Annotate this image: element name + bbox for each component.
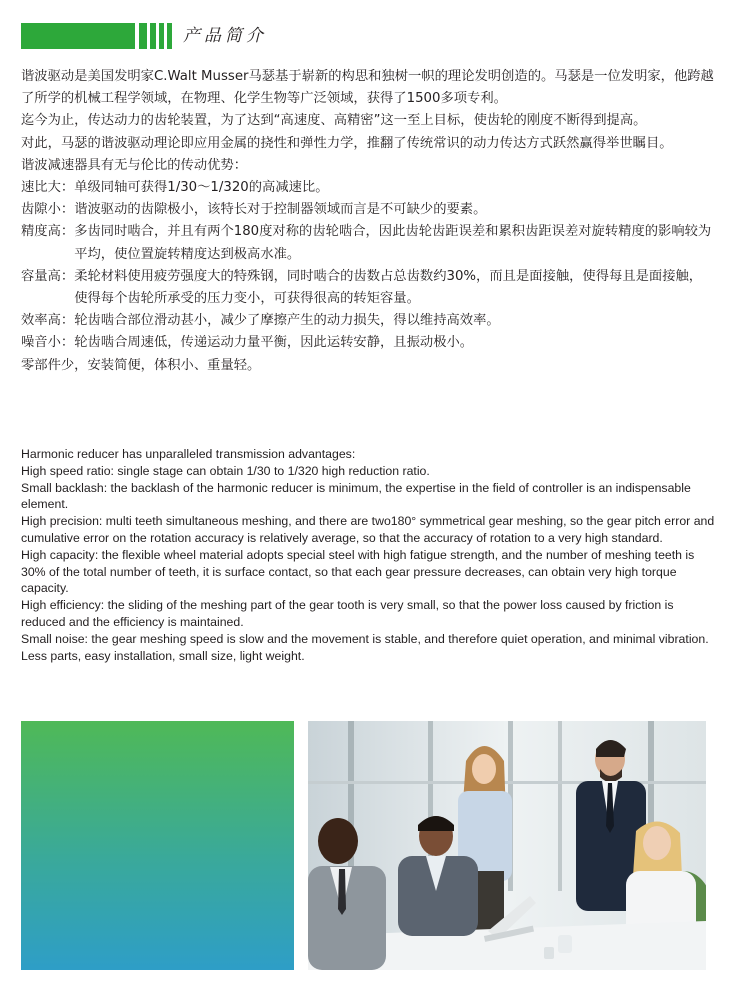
cn-closing: 零部件少，安装简便，体积小、重量轻。	[21, 357, 261, 373]
advantage-desc: 单级同轴可获得1/30～1/320的高减速比。	[74, 180, 329, 196]
advantage-term: 齿隙小：	[21, 202, 75, 218]
chinese-intro	[21, 66, 715, 377]
en-line: High precision: multi teeth simultaneous meshing, and there are two180° symmetrical gear meshing, so the gear pitch error and cumulative error on the rotation accuracy is relatively average, so that the accuracy of rotation to a very high standard.	[21, 514, 715, 545]
advantage-desc: 谐波驱动的齿隙极小，该特长对于控制器领域而言是不可缺少的要素。	[74, 202, 487, 218]
en-line: Less parts, easy installation, small size, light weight.	[21, 648, 305, 663]
advantage-item	[21, 177, 715, 199]
advantage-desc: 轮齿啮合周速低，传递运动力量平衡，因此运转安静，且振动极小。	[74, 335, 474, 351]
header-bar-stripe	[167, 23, 172, 49]
gradient-panel	[21, 721, 294, 970]
en-line: Small noise: the gear meshing speed is slow and the movement is stable, and therefore quiet operation, and minimal vibration.	[21, 631, 709, 646]
header-bar-stripe	[159, 23, 164, 49]
advantage-item	[21, 266, 715, 310]
en-line: High efficiency: the sliding of the meshing part of the gear tooth is very small, so that the power loss caused by friction is reduced and the efficiency is maintained.	[21, 598, 674, 629]
advantage-desc: 轮齿啮合部位滑动甚小，减少了摩擦产生的动力损失，得以维持高效率。	[74, 313, 500, 329]
advantage-term: 噪音小：	[21, 335, 75, 351]
advantage-item	[21, 221, 715, 265]
advantage-term: 速比大：	[21, 180, 75, 196]
cn-paragraph: 谐波减速器具有无与伦比的传动优势：	[21, 157, 248, 173]
cn-paragraph: 迄今为止，传达动力的齿轮装置，为了达到“高速度、高精密”这一至上目标，使齿轮的刚度不断得到提高。	[21, 113, 647, 129]
advantage-desc: 柔轮材料使用疲劳强度大的特殊钢，同时啮合的齿数占总齿数约30%，而且是面接触，使得每且是面接触，使得每个齿轮所承受的压力变小，可获得很高的转矩容量。	[74, 268, 703, 307]
en-line: High capacity: the flexible wheel material adopts special steel with high fatigue strength, and the number of meshing teeth is 30% of the total number of teeth, it is surface contact, so that each gear pressure decreases, can obtain very high torque capacity.	[21, 547, 695, 596]
advantage-item	[21, 199, 715, 221]
advantage-item	[21, 310, 715, 332]
header-bar-stripe	[139, 23, 147, 49]
cn-paragraph: 谐波驱动是美国发明家C.Walt Musser马瑟基于崭新的构思和独树一帜的理论发明创造的。马瑟是一位发明家，他跨越了所学的机械工程学领域，在物理、化学生物等广泛领域，获得了1500多项专利。	[21, 69, 714, 107]
en-line: High speed ratio: single stage can obtain 1/30 to 1/320 high reduction ratio.	[21, 463, 430, 478]
advantage-item	[21, 332, 715, 354]
english-intro	[21, 446, 715, 664]
cn-paragraph: 对此，马瑟的谐波驱动理论即应用金属的挠性和弹性力学，推翻了传统常识的动力传达方式跃然赢得举世瞩目。	[21, 135, 673, 151]
business-meeting-photo	[308, 721, 706, 970]
header-bar-stripe	[150, 23, 156, 49]
section-title: 产品简介	[183, 26, 267, 46]
advantage-term: 效率高：	[21, 313, 75, 329]
advantage-term: 容量高：	[21, 268, 75, 284]
en-line: Small backlash: the backlash of the harmonic reducer is minimum, the expertise in the field of controller is an indispensable element.	[21, 480, 691, 512]
advantage-term: 精度高：	[21, 224, 75, 240]
section-header	[21, 23, 321, 49]
header-bar-main	[21, 23, 135, 49]
advantage-desc: 多齿同时啮合，并且有两个180度对称的齿轮啮合，因此齿轮齿距误差和累积齿距误差对旋转精度的影响较为平均，使位置旋转精度达到极高水准。	[74, 224, 712, 262]
en-line: Harmonic reducer has unparalleled transmission advantages:	[21, 447, 356, 461]
